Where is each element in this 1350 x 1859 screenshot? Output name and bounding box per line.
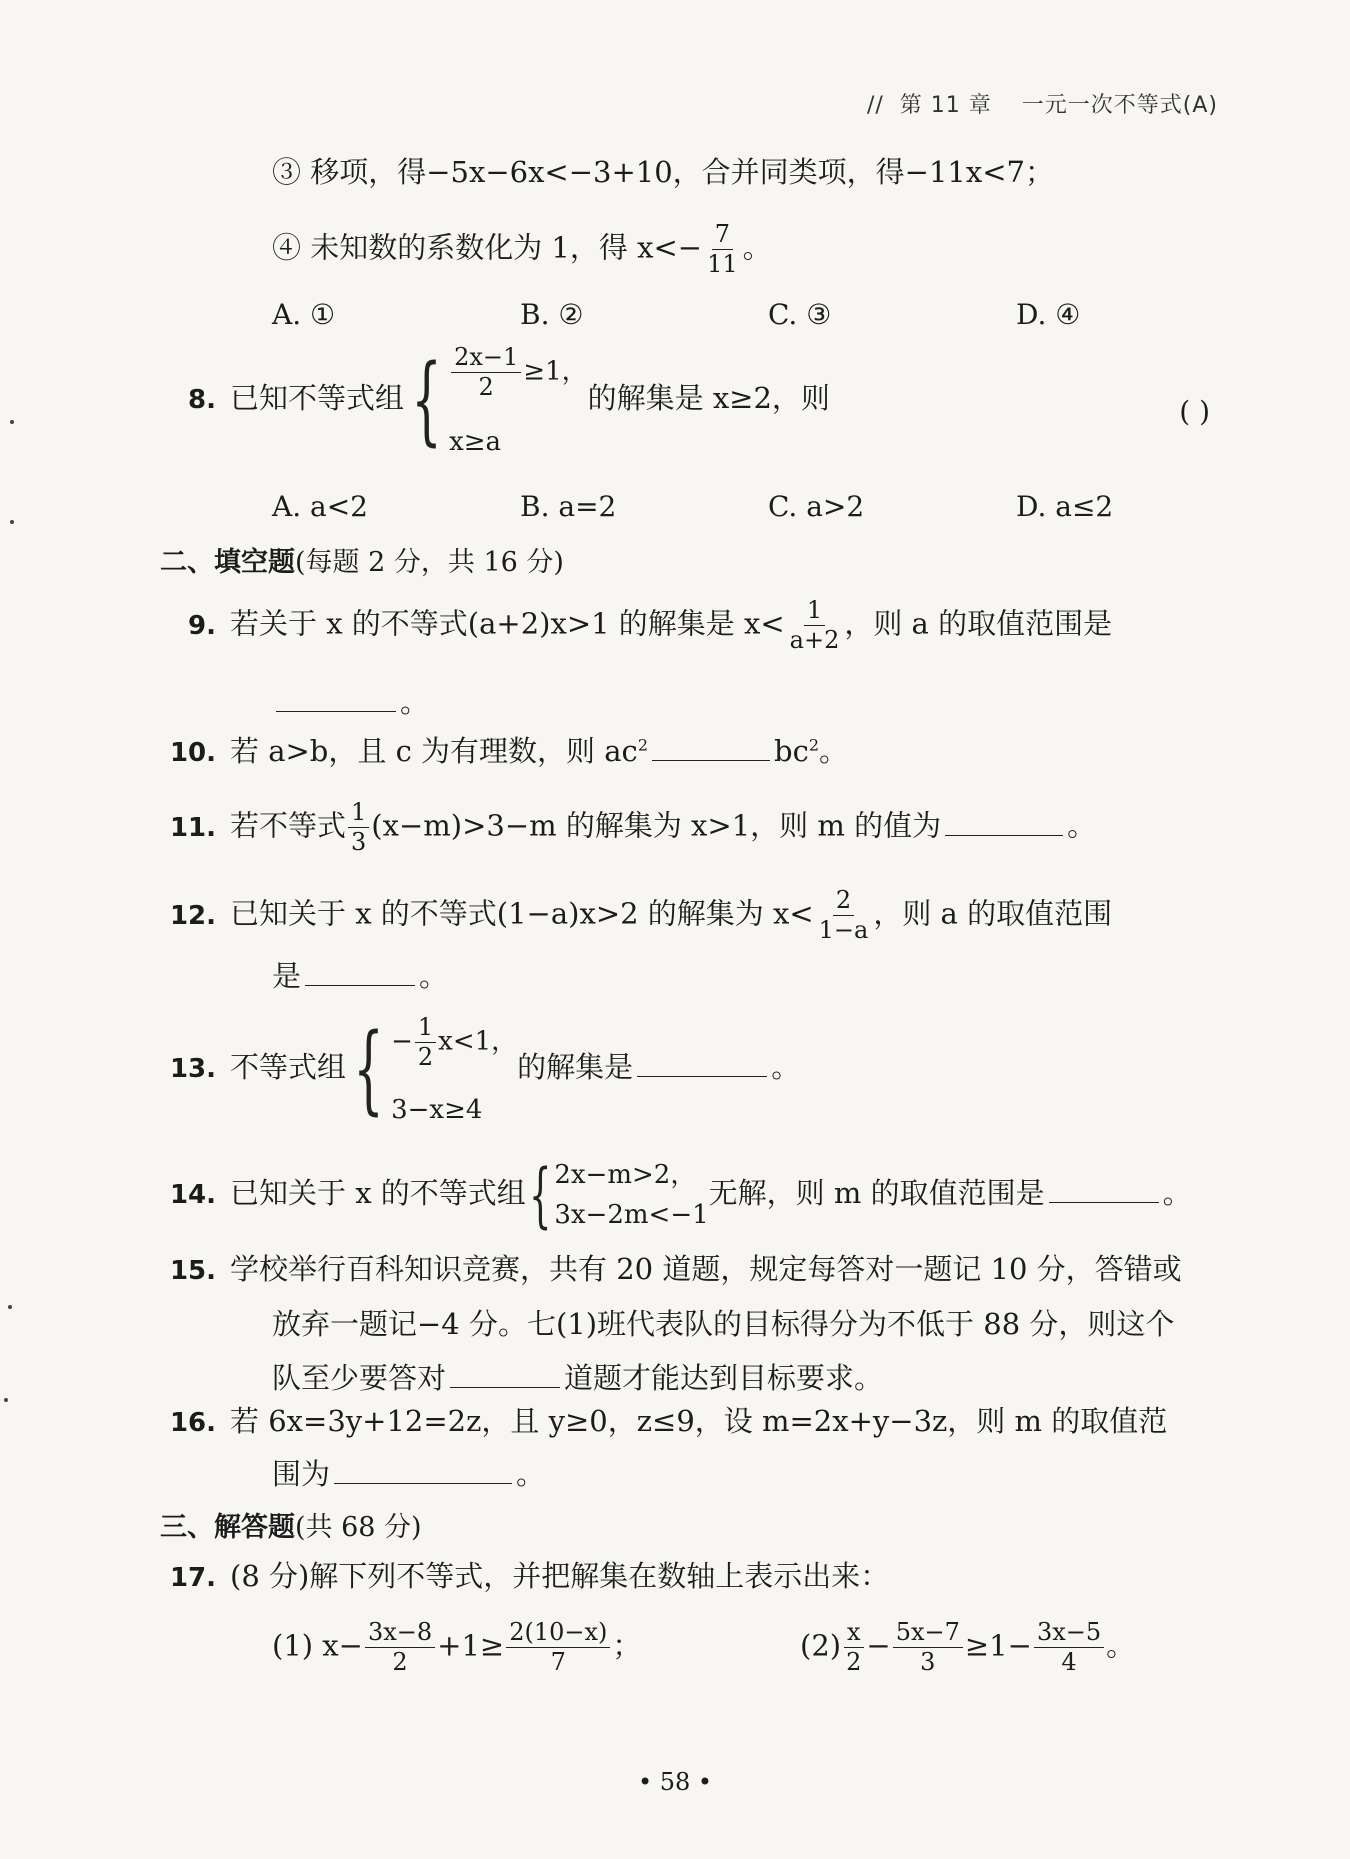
q13-tail: 的解集是 bbox=[517, 1050, 634, 1084]
q9-end: 。 bbox=[400, 685, 430, 719]
q8 bbox=[160, 345, 830, 455]
fraction-denominator: a+2 bbox=[789, 626, 840, 655]
q17-p1-mid: +1≥ bbox=[437, 1628, 505, 1663]
q15-line1: 学校举行百科知识竞赛，共有 20 道题，规定每答对一题记 10 分，答错或 bbox=[230, 1252, 1182, 1286]
q9-fraction bbox=[787, 598, 843, 653]
q8-option-d: D. a≤2 bbox=[1016, 490, 1114, 523]
fraction-denominator: 1−a bbox=[818, 916, 869, 945]
q11-end: 。 bbox=[1067, 808, 1097, 843]
q17-p2-fraction-3 bbox=[1034, 1620, 1104, 1675]
q7-step4-text: ④ 未知数的系数化为 1，得 x<− bbox=[272, 230, 703, 265]
answer-blank[interactable] bbox=[945, 834, 1063, 836]
brace-icon: { bbox=[411, 344, 442, 456]
q17-p2-mid: ≥1− bbox=[964, 1628, 1032, 1663]
q11 bbox=[160, 800, 1096, 855]
fraction-denominator: 2 bbox=[417, 1043, 434, 1072]
section-note: (每题 2 分，共 16 分) bbox=[295, 547, 564, 578]
question-number: 8. bbox=[188, 385, 216, 415]
q15-line3 bbox=[272, 1361, 884, 1395]
system-row-2: 3x−2m<−1 bbox=[554, 1200, 709, 1230]
q17-p1-fraction-2 bbox=[506, 1620, 610, 1675]
fraction-numerator: 5x−7 bbox=[893, 1620, 963, 1648]
q17-part1 bbox=[272, 1620, 641, 1675]
system-row-1 bbox=[391, 1015, 517, 1070]
system-rows bbox=[554, 1162, 708, 1228]
q17-p2-fraction-1 bbox=[843, 1620, 864, 1675]
q17-p2-end: 。 bbox=[1106, 1628, 1136, 1663]
fraction-numerator: 3x−8 bbox=[365, 1620, 435, 1648]
q8-stem: 已知不等式组 bbox=[230, 381, 405, 415]
q15-line2: 放弃一题记−4 分。七(1)班代表队的目标得分为不低于 88 分，则这个 bbox=[272, 1307, 1175, 1341]
q7-step4 bbox=[272, 222, 772, 277]
q8-row1-fraction bbox=[451, 345, 521, 400]
q13-row1-rel: x<1， bbox=[438, 1026, 518, 1057]
question-number: 11. bbox=[169, 812, 216, 843]
fraction-numerator: 7 bbox=[712, 222, 733, 250]
question-number: 17. bbox=[169, 1563, 216, 1593]
q17-p2-fraction-2 bbox=[893, 1620, 963, 1675]
fraction-denominator: 7 bbox=[550, 1648, 566, 1677]
q17 bbox=[160, 1559, 890, 1593]
fraction-numerator: 1 bbox=[415, 1015, 436, 1043]
q8-row1-rel: ≥1， bbox=[523, 356, 588, 387]
q17-part2 bbox=[800, 1620, 1135, 1675]
section-fill-in bbox=[160, 540, 564, 579]
q8-option-b: B. a=2 bbox=[520, 490, 617, 523]
q9-tail: ，则 a 的取值范围是 bbox=[844, 606, 1113, 641]
exponent: 2 bbox=[637, 735, 648, 755]
q14-inequality-system bbox=[526, 1154, 709, 1236]
q17-p1-fraction-1 bbox=[365, 1620, 435, 1675]
q10-stem: 若 a>b，且 c 为有理数，则 ac bbox=[230, 734, 638, 768]
section-title: 三、解答题 bbox=[160, 1512, 295, 1543]
fraction-denominator: 3 bbox=[920, 1648, 936, 1677]
q7-option-c: C. ③ bbox=[768, 298, 832, 331]
q16-line2 bbox=[272, 1457, 546, 1491]
q7-step3: ③ 移项，得−5x−6x<−3+10，合并同类项，得−11x<7； bbox=[272, 155, 1054, 189]
section-title: 二、填空题 bbox=[160, 547, 295, 578]
system-row-1 bbox=[449, 345, 588, 400]
q12-line2 bbox=[272, 959, 449, 993]
minus-sign: − bbox=[391, 1026, 413, 1057]
exponent: 2 bbox=[808, 735, 819, 755]
q10 bbox=[160, 734, 849, 768]
q12-stem: 已知关于 x 的不等式(1−a)x>2 的解集为 x< bbox=[230, 896, 814, 931]
q13-end: 。 bbox=[771, 1050, 801, 1084]
fraction-numerator: 1 bbox=[804, 598, 825, 626]
q9 bbox=[160, 598, 1112, 653]
q8-option-a: A. a<2 bbox=[272, 490, 368, 523]
brace-icon: { bbox=[528, 1154, 552, 1236]
q11-stem: 若不等式 bbox=[230, 808, 347, 843]
fraction-numerator: x bbox=[844, 1620, 864, 1648]
answer-blank[interactable] bbox=[334, 1482, 512, 1484]
q14-end: 。 bbox=[1162, 1176, 1192, 1210]
q7-option-b: B. ② bbox=[520, 298, 584, 331]
running-header bbox=[867, 88, 1218, 119]
q10-rhs: bc bbox=[774, 734, 809, 768]
question-number: 14. bbox=[169, 1180, 216, 1210]
q8-option-c: C. a>2 bbox=[768, 490, 865, 523]
question-number: 9. bbox=[188, 610, 216, 641]
fraction-denominator: 2 bbox=[846, 1648, 862, 1677]
q12-end: 。 bbox=[419, 959, 449, 993]
q13-inequality-system bbox=[346, 1015, 517, 1123]
q12-fraction bbox=[816, 888, 872, 943]
header-chapter: 第 11 章 bbox=[899, 93, 992, 118]
q15 bbox=[160, 1252, 1182, 1286]
system-row-2: 3−x≥4 bbox=[391, 1095, 483, 1125]
fraction-denominator: 2 bbox=[478, 373, 494, 402]
q17-p2-label: (2) bbox=[800, 1628, 842, 1663]
question-number: 13. bbox=[169, 1054, 216, 1084]
scan-mark bbox=[10, 420, 14, 424]
answer-blank[interactable] bbox=[1049, 1201, 1159, 1203]
q14-tail: 无解，则 m 的取值范围是 bbox=[708, 1176, 1045, 1210]
answer-blank[interactable] bbox=[637, 1075, 767, 1077]
q13-row1-fraction bbox=[415, 1015, 436, 1070]
system-rows bbox=[391, 1015, 517, 1123]
q11-tail: (x−m)>3−m 的解集为 x>1，则 m 的值为 bbox=[371, 808, 942, 843]
page-number: • 58 • bbox=[637, 1768, 713, 1796]
scan-mark bbox=[4, 1398, 8, 1402]
section-solve bbox=[160, 1505, 422, 1544]
q7-option-a: A. ① bbox=[272, 298, 336, 331]
answer-blank[interactable] bbox=[276, 710, 396, 712]
q17-p1-label: (1) x− bbox=[272, 1628, 363, 1663]
q11-fraction bbox=[348, 800, 369, 855]
q9-stem: 若关于 x 的不等式(a+2)x>1 的解集是 x< bbox=[230, 606, 785, 641]
q7-step4-end: 。 bbox=[742, 230, 772, 265]
answer-parentheses: ( ) bbox=[1179, 395, 1210, 428]
q8-inequality-system bbox=[404, 345, 588, 455]
answer-blank[interactable] bbox=[652, 759, 770, 761]
q9-answer-line bbox=[272, 685, 430, 719]
fraction-denominator: 4 bbox=[1061, 1648, 1077, 1677]
q15-line3-pre: 队至少要答对 bbox=[272, 1361, 447, 1395]
fraction-numerator: 1 bbox=[348, 800, 369, 828]
q13 bbox=[160, 1015, 800, 1123]
question-number: 10. bbox=[169, 738, 216, 768]
q13-stem: 不等式组 bbox=[230, 1050, 347, 1084]
q7-option-d: D. ④ bbox=[1016, 298, 1081, 331]
fraction-numerator: 2(10−x) bbox=[506, 1620, 610, 1648]
fraction-numerator: 2 bbox=[833, 888, 854, 916]
q16-line1: 若 6x=3y+12=2z，且 y≥0，z≤9，设 m=2x+y−3z，则 m 的取值范 bbox=[230, 1404, 1168, 1438]
fraction-numerator: 2x−1 bbox=[451, 345, 521, 373]
q12-tail: ，则 a 的取值范围 bbox=[873, 896, 1113, 931]
question-number: 15. bbox=[169, 1256, 216, 1286]
q10-end: 。 bbox=[819, 734, 849, 768]
q17-p2-minus: − bbox=[866, 1628, 891, 1663]
q15-line3-post: 道题才能达到目标要求。 bbox=[564, 1361, 884, 1395]
q14 bbox=[160, 1154, 1192, 1236]
q17-stem: (8 分)解下列不等式，并把解集在数轴上表示出来： bbox=[230, 1559, 890, 1593]
section-note: (共 68 分) bbox=[295, 1512, 422, 1543]
question-number: 16. bbox=[169, 1408, 216, 1438]
brace-icon: { bbox=[353, 1013, 384, 1125]
system-rows bbox=[449, 345, 588, 455]
question-number: 12. bbox=[169, 900, 216, 931]
scan-mark bbox=[10, 520, 14, 524]
q16 bbox=[160, 1404, 1168, 1438]
fraction-numerator: 3x−5 bbox=[1034, 1620, 1104, 1648]
q12-line2-text: 是 bbox=[272, 959, 302, 993]
header-title: 一元一次不等式(A) bbox=[1021, 93, 1218, 118]
fraction-denominator: 11 bbox=[707, 250, 738, 279]
q17-p1-end: ； bbox=[612, 1628, 642, 1663]
fraction-denominator: 2 bbox=[392, 1648, 408, 1677]
system-row-2: x≥a bbox=[449, 427, 502, 457]
fraction-denominator: 3 bbox=[351, 828, 367, 857]
answer-blank[interactable] bbox=[305, 984, 415, 986]
scan-mark bbox=[8, 1305, 12, 1309]
q14-stem: 已知关于 x 的不等式组 bbox=[230, 1176, 526, 1210]
q8-tail: 的解集是 x≥2，则 bbox=[587, 381, 830, 415]
header-mark: // bbox=[866, 93, 884, 118]
q7-step4-fraction bbox=[704, 222, 741, 277]
q12 bbox=[160, 888, 1112, 943]
q16-line2-text: 围为 bbox=[272, 1457, 331, 1491]
q16-end: 。 bbox=[516, 1457, 546, 1491]
system-row-1: 2x−m>2， bbox=[554, 1160, 697, 1190]
answer-blank[interactable] bbox=[450, 1386, 560, 1388]
